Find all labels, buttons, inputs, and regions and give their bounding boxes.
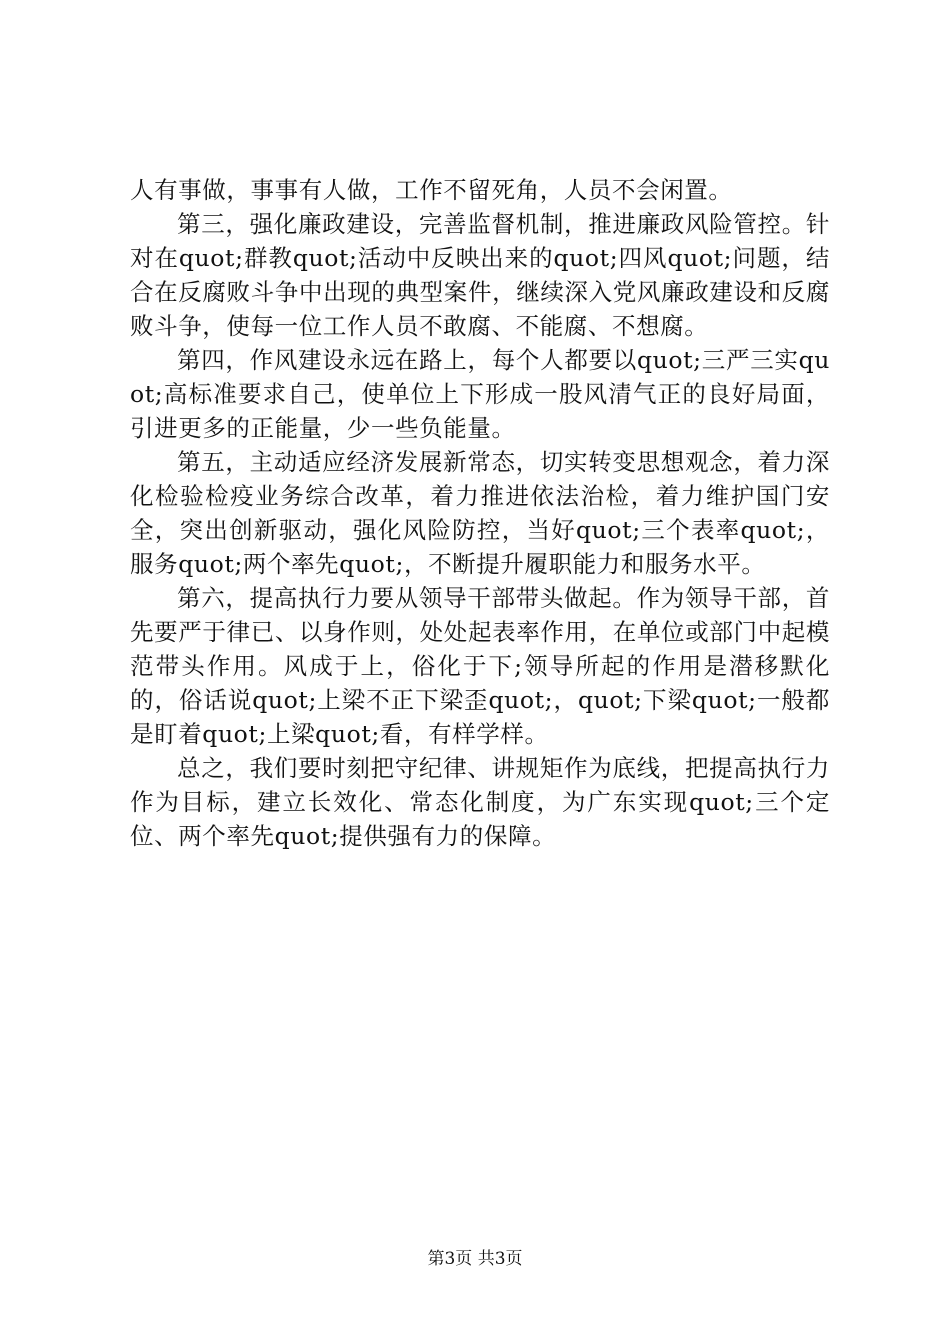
paragraph-conclusion: 总之，我们要时刻把守纪律、讲规矩作为底线，把提高执行力作为目标，建立长效化、常态化制度，为广东实现quot;三个定位、两个率先quot;提供强有力的保障。	[130, 754, 830, 850]
paragraph-sixth-point: 第六，提高执行力要从领导干部带头做起。作为领导干部，首先要严于律已、以身作则，处处起表率作用，在单位或部门中起模范带头作用。风成于上，俗化于下;领导所起的作用是潜移默化的，俗话说quot;上梁不正下梁歪quot;，quot;下梁quot;一般都是盯着quot;上梁quot;看，有样学样。	[130, 584, 830, 748]
paragraph-third-point: 第三，强化廉政建设，完善监督机制，推进廉政风险管控。针对在quot;群教quot;活动中反映出来的quot;四风quot;问题，结合在反腐败斗争中出现的典型案件，继续深入党风廉政建设和反腐败斗争，使每一位工作人员不敢腐、不能腐、不想腐。	[130, 210, 830, 340]
document-body	[130, 173, 830, 853]
paragraph-continued: 人有事做，事事有人做，工作不留死角，人员不会闲置。	[130, 176, 733, 204]
paragraph-fifth-point: 第五，主动适应经济发展新常态，切实转变思想观念，着力深化检验检疫业务综合改革，着力推进依法治检，着力维护国门安全，突出创新驱动，强化风险防控，当好quot;三个表率quot;，服务quot;两个率先quot;，不断提升履职能力和服务水平。	[130, 448, 830, 578]
paragraph-fourth-point: 第四，作风建设永远在路上，每个人都要以quot;三严三实quot;高标准要求自己，使单位上下形成一股风清气正的良好局面，引进更多的正能量，少一些负能量。	[130, 346, 830, 442]
page-number-footer: 第3页 共3页	[427, 1249, 523, 1269]
